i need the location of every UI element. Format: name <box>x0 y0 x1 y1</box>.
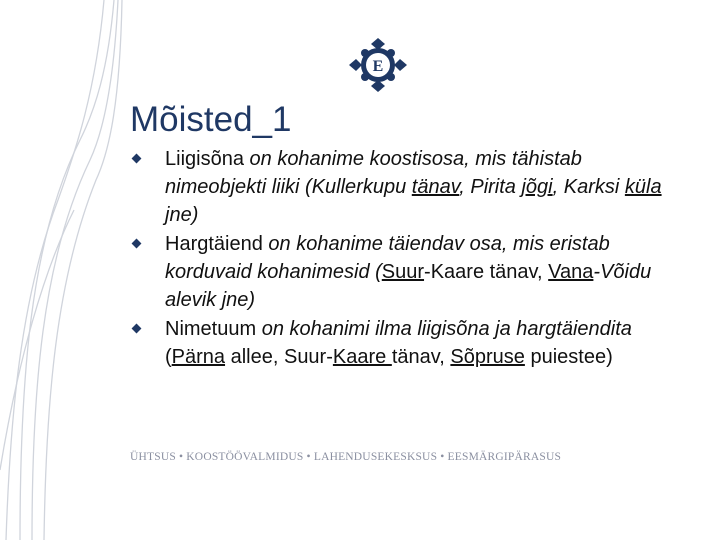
example-underlined: Sõpruse <box>450 346 525 368</box>
term: Liigisõna <box>165 148 244 170</box>
term: Nimetuum <box>165 318 257 340</box>
bullet-nimetuum: Nimetuum on kohanimi ilma liigisõna ja hargtäiendita (Pärna allee, Suur-Kaare tänav, Sõpruse puiestee) <box>126 315 686 371</box>
diamond-bullet-icon <box>132 324 142 334</box>
term: Hargtäiend <box>165 233 263 255</box>
slide-title: Mõisted_1 <box>130 100 292 139</box>
bullet-hargtaiend: Hargtäiend on kohanime täiendav osa, mis eristab korduvaid kohanimesid (Suur-Kaare tänav, Vana-Võidu alevik jne) <box>126 230 686 314</box>
diamond-bullet-icon <box>132 154 142 164</box>
decorative-lines <box>0 0 130 540</box>
diamond-bullet-icon <box>132 239 142 249</box>
example-underlined: küla <box>624 176 662 198</box>
example-underlined: tänav <box>411 176 460 198</box>
example-underlined: Suur <box>381 261 425 283</box>
example-underlined: Vana <box>548 261 594 283</box>
ornamental-crest-icon <box>345 36 411 94</box>
bullet-liigisona: Liigisõna on kohanime koostisosa, mis tähistab nimeobjekti liiki (Kullerkupu tänav, Pirita jõgi, Karksi küla jne) <box>126 145 686 229</box>
example-underlined: Pärna <box>171 346 226 368</box>
logo-monogram: E <box>372 58 384 75</box>
example-underlined: Kaare <box>332 346 392 368</box>
footer-values: ÜHTSUS • KOOSTÖÖVALMIDUS • LAHENDUSEKESKSUS • EESMÄRGIPÄRASUS <box>130 451 562 463</box>
bullet-list <box>126 145 686 372</box>
example-underlined: jõgi <box>521 176 553 198</box>
